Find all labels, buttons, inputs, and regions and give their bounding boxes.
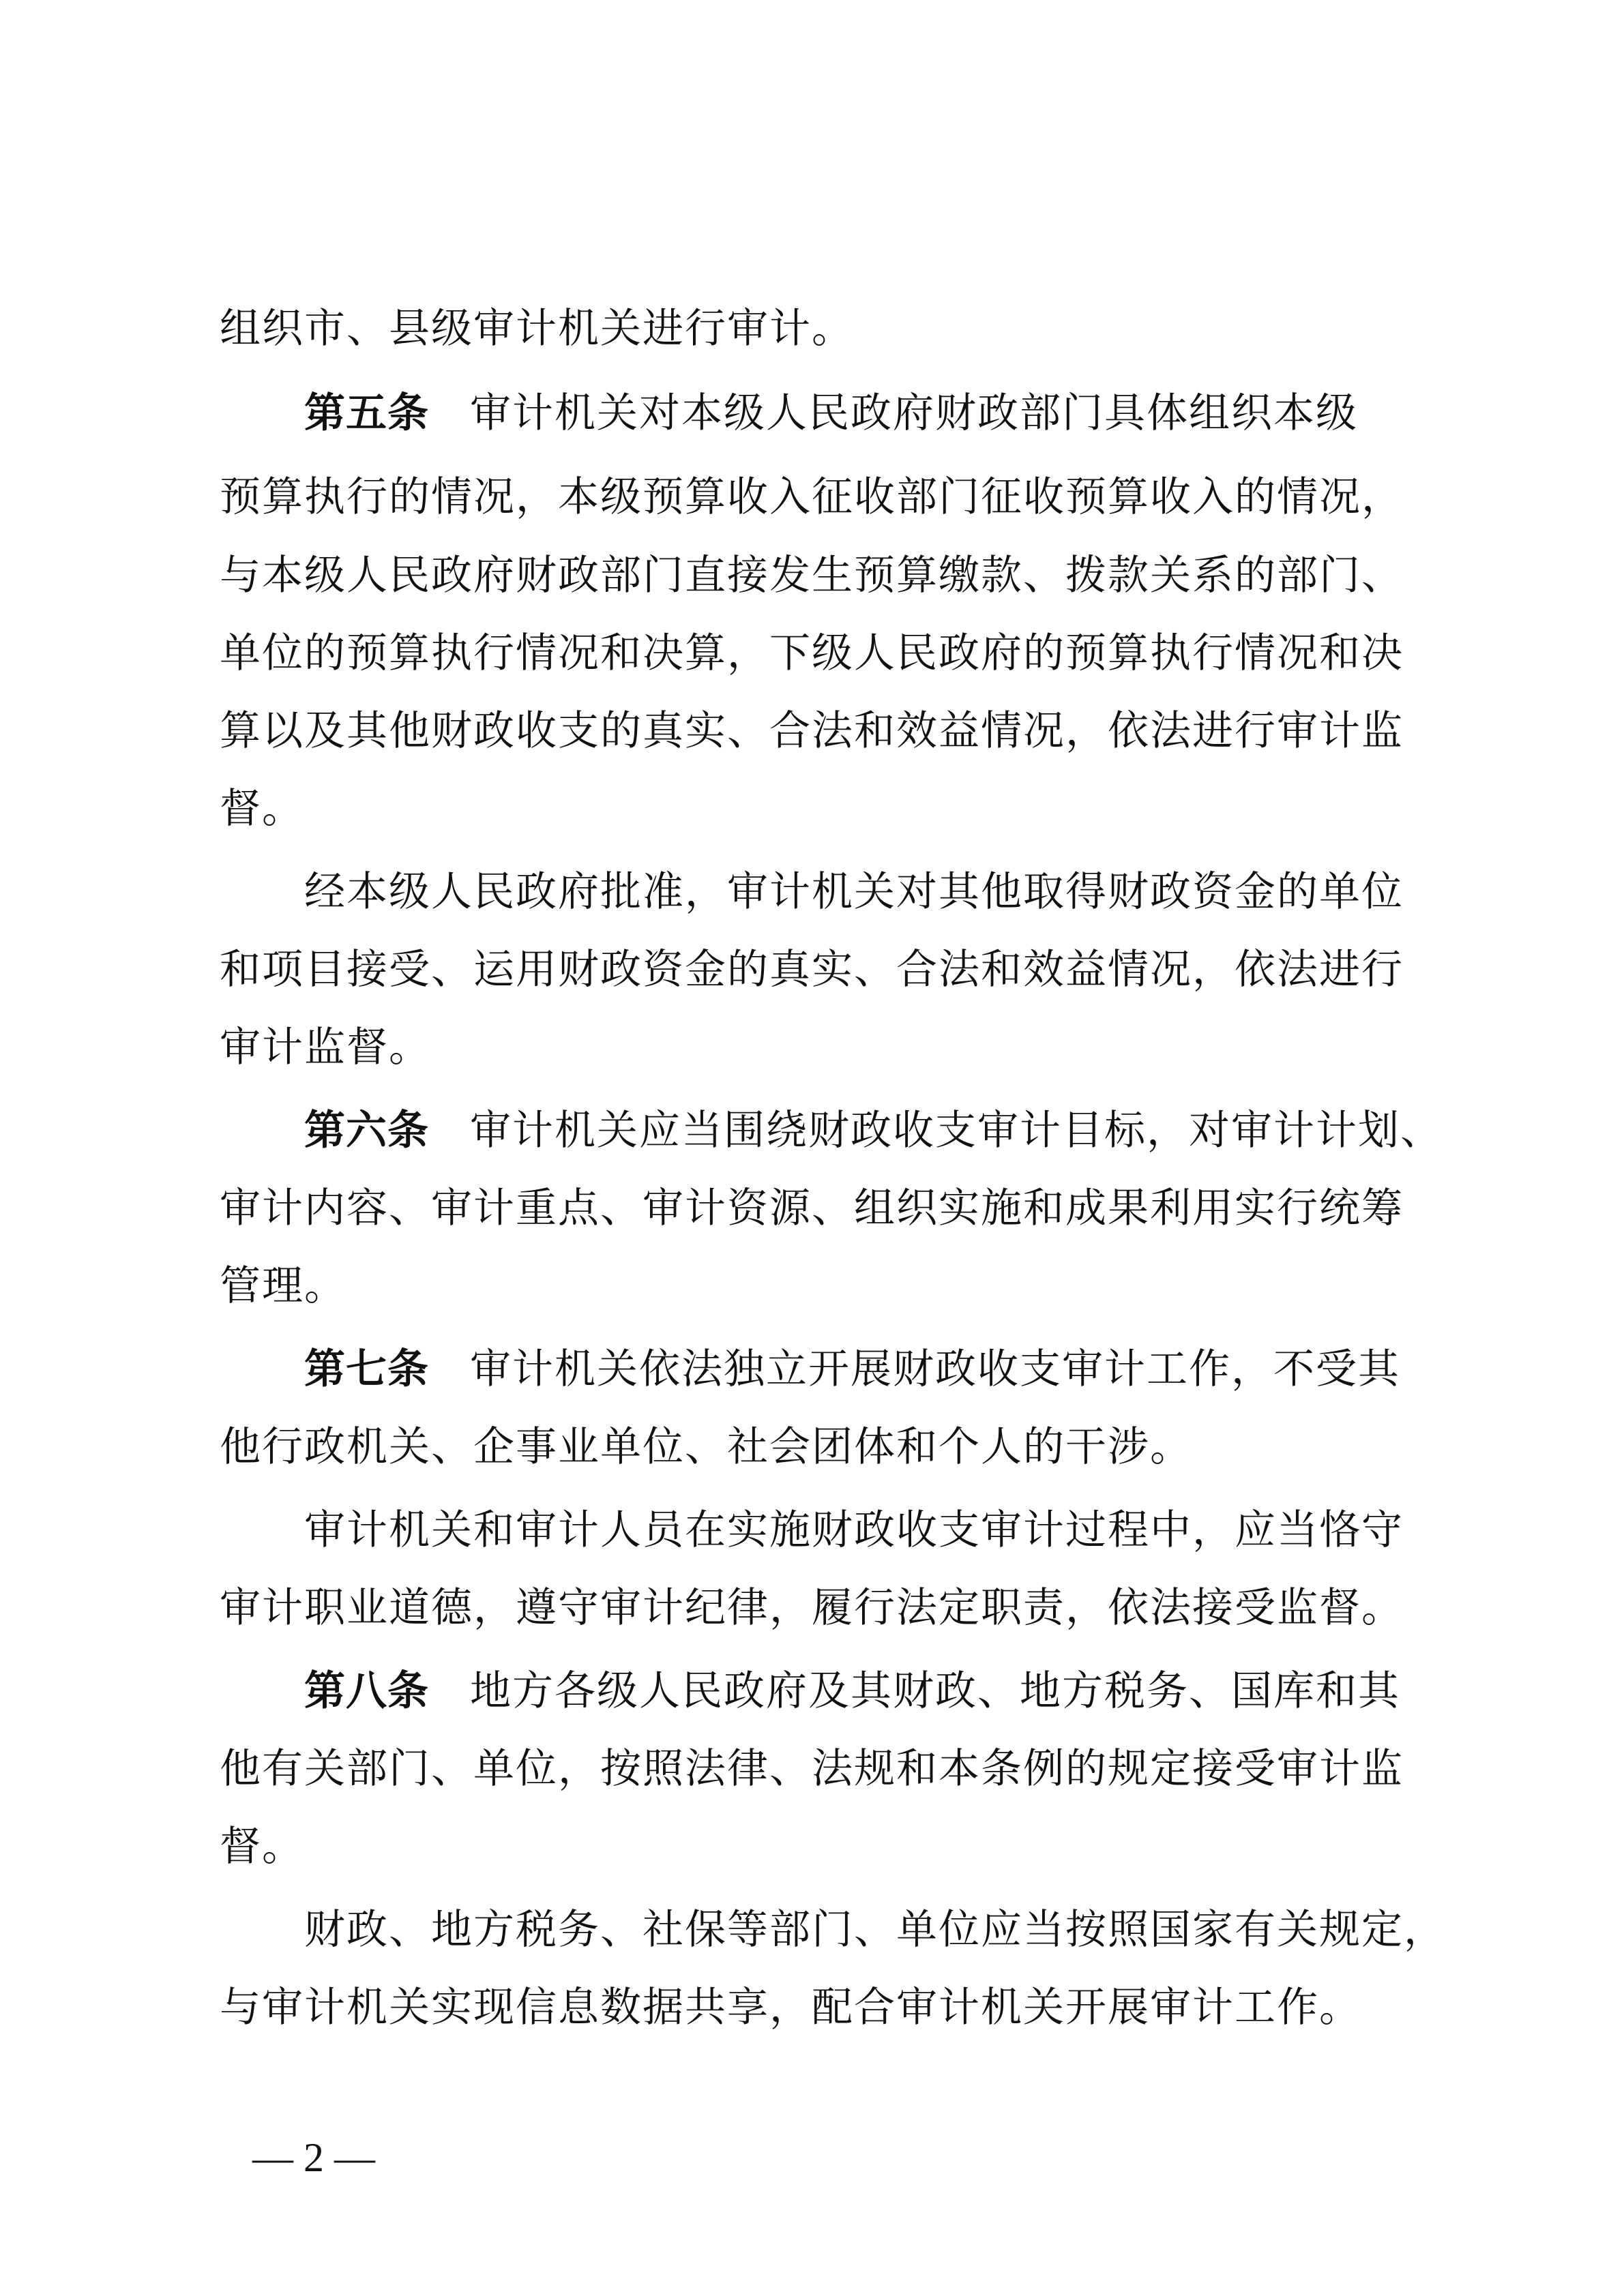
text-line: 算以及其他财政收支的真实、合法和效益情况，依法进行审计监: [220, 707, 1404, 755]
text-line: 组织市、县级审计机关进行审计。: [220, 305, 854, 353]
article-heading: 第八条: [304, 1667, 429, 1715]
text-line: 与本级人民政府财政部门直接发生预算缴款、拨款关系的部门、: [220, 552, 1404, 599]
article-text: 审计机关对本级人民政府财政部门具体组织本级: [470, 389, 1358, 437]
text-line: 管理。: [220, 1262, 346, 1310]
text-line: 和项目接受、运用财政资金的真实、合法和效益情况，依法进行: [220, 946, 1404, 994]
article-text: 地方各级人民政府及其财政、地方税务、国库和其: [470, 1667, 1400, 1715]
paragraph-first-line: 财政、地方税务、社保等部门、单位应当按照国家有关规定，: [304, 1906, 1446, 1954]
article-8-line: [304, 1667, 1505, 1716]
page-number: — 2 —: [252, 2135, 375, 2180]
article-heading: 第七条: [304, 1345, 429, 1393]
article-text: 审计机关依法独立开展财政收支审计工作，不受其: [470, 1345, 1400, 1393]
text-line: 审计职业道德，遵守审计纪律，履行法定职责，依法接受监督。: [220, 1584, 1404, 1632]
article-heading: 第五条: [304, 389, 429, 437]
text-line: 单位的预算执行情况和决算，下级人民政府的预算执行情况和决: [220, 629, 1404, 677]
text-line: 预算执行的情况，本级预算收入征收部门征收预算收入的情况，: [220, 473, 1404, 521]
article-5-line: [304, 389, 1505, 438]
article-heading: 第六条: [304, 1107, 429, 1154]
article-6-line: [304, 1106, 1505, 1155]
text-line: 审计内容、审计重点、审计资源、组织实施和成果利用实行统筹: [220, 1184, 1404, 1232]
article-text: 审计机关应当围绕财政收支审计目标，对审计计划、: [470, 1107, 1443, 1154]
paragraph-first-line: 审计机关和审计人员在实施财政收支审计过程中，应当恪守: [304, 1506, 1404, 1554]
paragraph-first-line: 经本级人民政府批准，审计机关对其他取得财政资金的单位: [304, 868, 1404, 916]
text-line: 与审计机关实现信息数据共享，配合审计机关开展审计工作。: [220, 1984, 1361, 2031]
text-line: 他有关部门、单位，按照法律、法规和本条例的规定接受审计监: [220, 1745, 1404, 1793]
text-line: 他行政机关、企事业单位、社会团体和个人的干涉。: [220, 1423, 1192, 1471]
text-line: 督。: [220, 785, 304, 833]
text-line: 审计监督。: [220, 1024, 431, 1071]
article-7-line: [304, 1345, 1505, 1394]
text-line: 督。: [220, 1823, 304, 1870]
